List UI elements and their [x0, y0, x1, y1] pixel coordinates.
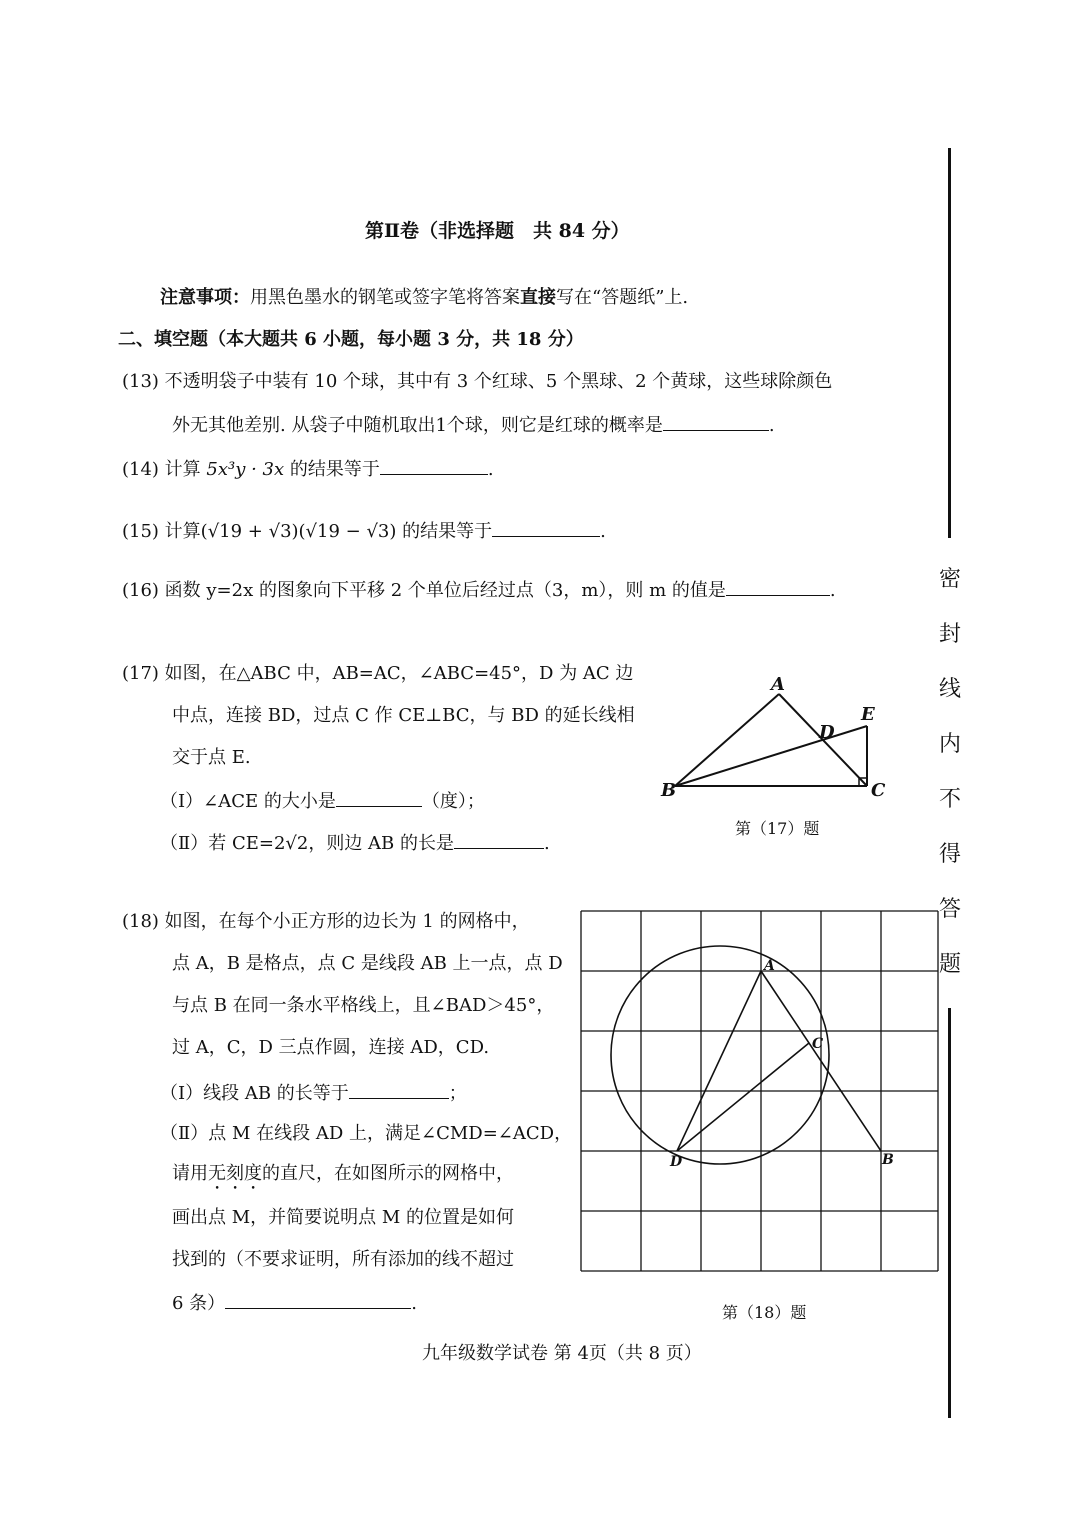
q14-answer-blank[interactable]: [380, 456, 488, 475]
notice-text-b: 写在“答题纸”上.: [556, 287, 689, 308]
q17-part1-text: （Ⅰ）∠ACE 的大小是: [160, 791, 336, 812]
q16-answer-blank[interactable]: [726, 577, 830, 596]
notice-text-bold: 直接: [520, 287, 556, 308]
q17-line1: (17) 如图，在△ABC 中，AB=AC，∠ABC=45°，D 为 AC 边: [122, 663, 634, 684]
q14-label: (14) 计算: [122, 459, 201, 480]
label-b: B: [882, 1152, 894, 1168]
q14-tail: 的结果等于: [289, 459, 380, 480]
label-c: C: [812, 1036, 824, 1052]
q15: (15) 计算(√19 + √3)(√19 − √3) 的结果等于 .: [122, 518, 606, 544]
q18-line2: 点 A，B 是格点，点 C 是线段 AB 上一点，点 D: [172, 953, 563, 974]
q17-line2: 中点，连接 BD，过点 C 作 CE⊥BC，与 BD 的延长线相: [172, 705, 635, 726]
q17-part1-blank[interactable]: [336, 788, 422, 807]
q17-part1-unit: （度）；: [421, 791, 485, 812]
seal-line-top: [948, 148, 951, 538]
notice-label: 注意事项：: [160, 287, 250, 308]
q18-line4: 过 A，C，D 三点作圆，连接 AD，CD.: [172, 1037, 490, 1058]
q17-part2-b: ，则边 AB 的长是: [308, 833, 454, 854]
q15-label: (15) 计算: [122, 521, 201, 542]
q13-line2-text: 外无其他差别. 从袋子中随机取出1个球，则它是红球的概率是: [172, 415, 663, 436]
q18-line10: 6 条） .: [172, 1290, 417, 1316]
q18-line7: [172, 1162, 514, 1194]
seal-char: 不: [938, 787, 961, 812]
q18-part2-blank[interactable]: [225, 1290, 411, 1309]
q17-part1: [160, 788, 485, 814]
page-title: 第Ⅱ卷（非选择题 共 84 分）: [365, 220, 630, 242]
label-d: D: [819, 722, 835, 743]
q18-line7-emphasis: 无刻度: [208, 1163, 262, 1184]
segment-ad: [677, 971, 761, 1151]
q18-line1: (18) 如图，在每个小正方形的边长为 1 的网格中，: [122, 911, 530, 932]
seal-char: 得: [938, 842, 961, 867]
q17-part2-blank[interactable]: [454, 830, 544, 849]
label-e: E: [861, 704, 875, 725]
q13-line1: (13) 不透明袋子中装有 10 个球，其中有 3 个红球、5 个黑球、2 个黄球，这些球除颜色: [122, 371, 833, 392]
label-b: B: [661, 780, 677, 801]
label-a: A: [771, 674, 785, 695]
q18-line10-text: 6 条）: [172, 1293, 226, 1314]
seal-char: 题: [938, 952, 961, 977]
q17-part2-a: （Ⅱ）若 CE=2: [160, 833, 286, 854]
seal-char: 内: [938, 732, 961, 757]
label-a: A: [764, 958, 775, 974]
circle-acd: [611, 946, 829, 1164]
q18-line8: 画出点 M，并简要说明点 M 的位置是如何: [172, 1207, 515, 1228]
q13-answer-blank[interactable]: [663, 412, 769, 431]
seal-char: 答: [938, 897, 961, 922]
q15-answer-blank[interactable]: [492, 518, 600, 537]
q17-caption: 第（17）题: [735, 819, 820, 838]
notice-text-a: 用黑色墨水的钢笔或签字笔将答案: [250, 287, 520, 308]
q18-line9: 找到的（不要求证明，所有添加的线不超过: [172, 1249, 514, 1270]
q18-line7-a: 请用: [172, 1163, 208, 1184]
seal-line-bottom: [948, 1008, 951, 1418]
q17-part2: （Ⅱ）若 CE=2√2，则边 AB 的长是 .: [160, 830, 550, 856]
q18-caption: 第（18）题: [722, 1303, 807, 1322]
q18-grid-figure: [578, 908, 942, 1274]
label-d: D: [670, 1154, 683, 1170]
seal-char: 密: [938, 567, 961, 592]
section-heading: 二、填空题（本大题共 6 小题，每小题 3 分，共 18 分）: [118, 329, 584, 350]
q17-figure: [655, 670, 895, 810]
q14: (14) 计算 5x³y · 3x 的结果等于 .: [122, 456, 494, 482]
q18-line7-b: 的直尺，在如图所示的网格中，: [262, 1163, 514, 1184]
q18-part1-text: （Ⅰ）线段 AB 的长等于: [160, 1083, 349, 1104]
q14-expr: 5x³y · 3x: [206, 459, 285, 480]
q18-part1-blank[interactable]: [349, 1080, 449, 1099]
seal-char: 线: [938, 677, 961, 702]
q18-part1: （Ⅰ）线段 AB 的长等于 ；: [160, 1080, 467, 1106]
seal-char: 封: [938, 622, 961, 647]
q17-part2-sqrt: √2: [285, 833, 309, 854]
q18-part2: （Ⅱ）点 M 在线段 AD 上，满足∠CMD=∠ACD，: [160, 1123, 573, 1144]
segment-ab: [675, 694, 779, 786]
notice: [160, 286, 688, 310]
page-footer: 九年级数学试卷 第 4页（共 8 页）: [422, 1343, 702, 1364]
q16: (16) 函数 y=2x 的图象向下平移 2 个单位后经过点（3，m），则 m 的值是 .: [122, 577, 836, 603]
q18-line3: 与点 B 在同一条水平格线上，且∠BAD＞45°，: [172, 995, 555, 1016]
q15-expr: (√19 + √3)(√19 − √3): [200, 521, 397, 542]
label-c: C: [871, 780, 886, 801]
q15-tail: 的结果等于: [402, 521, 493, 542]
q13-line2: 外无其他差别. 从袋子中随机取出1个球，则它是红球的概率是 .: [172, 412, 775, 438]
segment-cd: [677, 1043, 809, 1151]
grid-lines: [581, 911, 938, 1271]
q17-line3: 交于点 E.: [172, 747, 251, 768]
q16-text: (16) 函数 y=2x 的图象向下平移 2 个单位后经过点（3，m），则 m 的值是: [122, 580, 726, 601]
